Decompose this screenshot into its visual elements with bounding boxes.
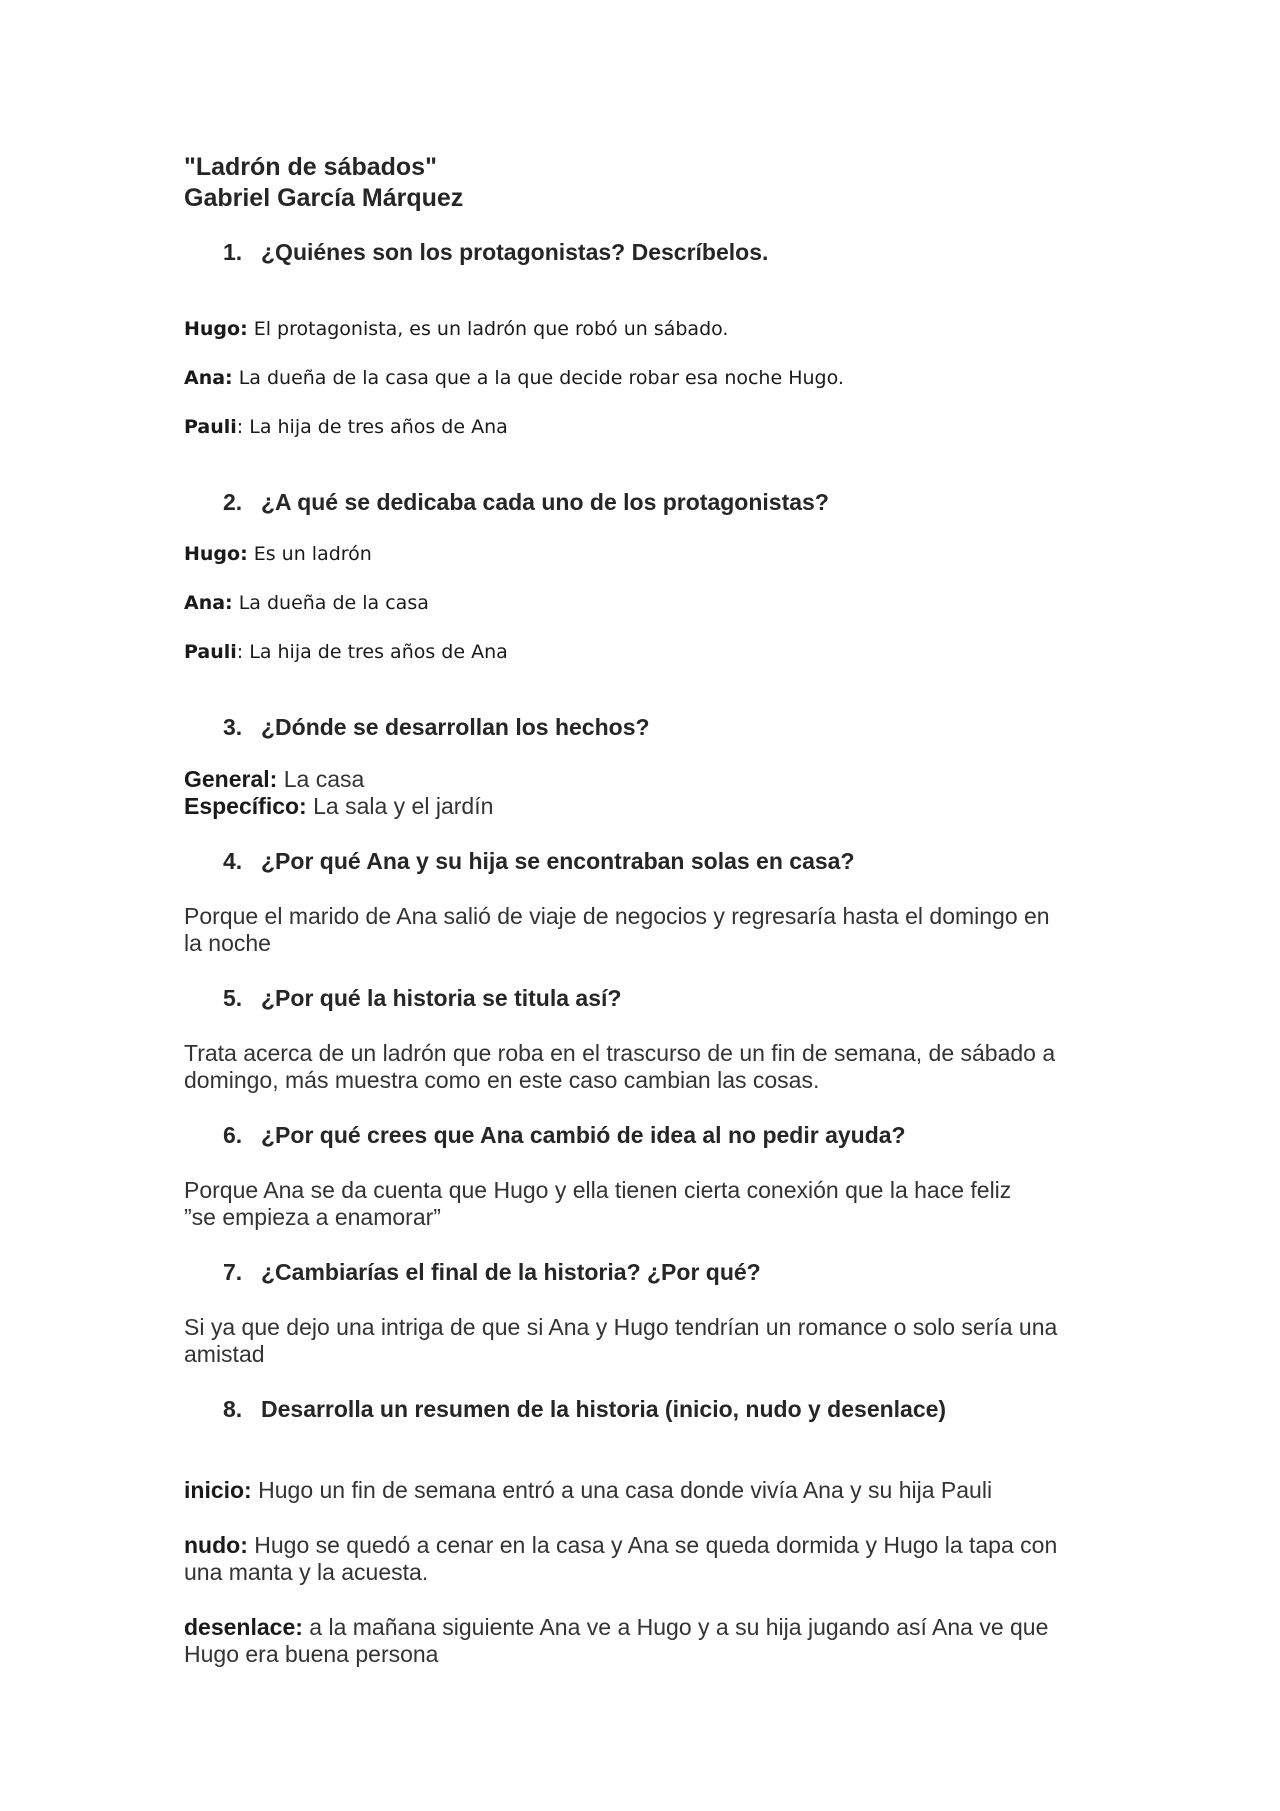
answer-1-pauli	[184, 415, 508, 439]
answer-4-line-2: la noche	[184, 930, 271, 956]
question-number: 7.	[223, 1259, 243, 1285]
question-text: ¿Dónde se desarrollan los hechos?	[261, 714, 650, 740]
answer-text: El protagonista, es un ladrón que robó un sábado.	[247, 318, 729, 340]
answer-1-hugo	[184, 317, 728, 341]
answer-text: La casa	[277, 766, 365, 792]
answer-text: La dueña de la casa	[232, 592, 429, 614]
answer-label: Pauli	[184, 416, 237, 438]
summary-label: desenlace:	[184, 1614, 303, 1640]
summary-label: inicio:	[184, 1477, 252, 1503]
question-6	[223, 1121, 906, 1149]
summary-label: nudo:	[184, 1532, 248, 1558]
answer-label: Ana:	[184, 592, 233, 614]
answer-2-ana	[184, 591, 429, 615]
question-number: 3.	[223, 714, 243, 740]
answer-text: Es un ladrón	[247, 543, 372, 565]
answer-text: La dueña de la casa que a la que decide robar esa noche Hugo.	[232, 367, 844, 389]
answer-3-general	[184, 765, 364, 793]
question-4	[223, 847, 855, 875]
answer-4-line-1: Porque el marido de Ana salió de viaje de negocios y regresaría hasta el domingo en	[184, 903, 1050, 929]
question-7	[223, 1258, 761, 1286]
question-number: 2.	[223, 489, 243, 515]
summary-text: Hugo un fin de semana entró a una casa donde vivía Ana y su hija Pauli	[251, 1477, 993, 1503]
question-text: Desarrolla un resumen de la historia (inicio, nudo y desenlace)	[261, 1396, 947, 1422]
answer-label: Ana:	[184, 367, 233, 389]
summary-nudo-line-2: una manta y la acuesta.	[184, 1559, 429, 1585]
question-text: ¿Por qué la historia se titula así?	[261, 985, 622, 1011]
summary-desenlace-line-2: Hugo era buena persona	[184, 1641, 439, 1667]
author-name: Gabriel García Márquez	[184, 184, 464, 212]
question-text: ¿Por qué Ana y su hija se encontraban solas en casa?	[261, 848, 855, 874]
answer-label: Hugo:	[184, 318, 248, 340]
question-number: 5.	[223, 985, 243, 1011]
answer-label: Específico:	[184, 793, 307, 819]
answer-label: General:	[184, 766, 278, 792]
story-title: "Ladrón de sábados"	[184, 153, 437, 181]
answer-7-line-1: Si ya que dejo una intriga de que si Ana y Hugo tendrían un romance o solo sería una	[184, 1314, 1058, 1340]
question-number: 8.	[223, 1396, 243, 1422]
question-text: ¿Quiénes son los protagonistas? Descríbelos.	[261, 239, 769, 265]
question-text: ¿Por qué crees que Ana cambió de idea al no pedir ayuda?	[261, 1122, 906, 1148]
answer-6-line-2: ”se empieza a enamorar”	[184, 1204, 441, 1230]
question-number: 4.	[223, 848, 243, 874]
question-5	[223, 984, 621, 1012]
summary-nudo	[184, 1531, 1057, 1559]
summary-text: a la mañana siguiente Ana ve a Hugo y a su hija jugando así Ana ve que	[302, 1614, 1049, 1640]
question-1	[223, 238, 768, 266]
summary-text: Hugo se quedó a cenar en la casa y Ana se queda dormida y Hugo la tapa con	[247, 1532, 1058, 1558]
answer-5-line-2: domingo, más muestra como en este caso cambian las cosas.	[184, 1067, 820, 1093]
answer-5-line-1: Trata acerca de un ladrón que roba en el trascurso de un fin de semana, de sábado a	[184, 1040, 1056, 1066]
question-8	[223, 1395, 946, 1423]
answer-label: Pauli	[184, 641, 237, 663]
question-text: ¿A qué se dedicaba cada uno de los protagonistas?	[261, 489, 829, 515]
answer-7-line-2: amistad	[184, 1341, 265, 1367]
answer-6-line-1: Porque Ana se da cuenta que Hugo y ella tienen cierta conexión que la hace feliz	[184, 1177, 1012, 1203]
answer-2-pauli	[184, 640, 508, 664]
question-3	[223, 713, 650, 741]
answer-text: La sala y el jardín	[306, 793, 494, 819]
answer-label: Hugo:	[184, 543, 248, 565]
question-text: ¿Cambiarías el final de la historia? ¿Por qué?	[261, 1259, 761, 1285]
question-number: 1.	[223, 239, 243, 265]
answer-3-especifico	[184, 792, 493, 820]
answer-2-hugo	[184, 542, 372, 566]
answer-1-ana	[184, 366, 844, 390]
answer-text: : La hija de tres años de Ana	[236, 641, 508, 663]
question-number: 6.	[223, 1122, 243, 1148]
summary-inicio	[184, 1476, 992, 1504]
question-2	[223, 488, 829, 516]
summary-desenlace	[184, 1613, 1048, 1641]
answer-text: : La hija de tres años de Ana	[236, 416, 508, 438]
